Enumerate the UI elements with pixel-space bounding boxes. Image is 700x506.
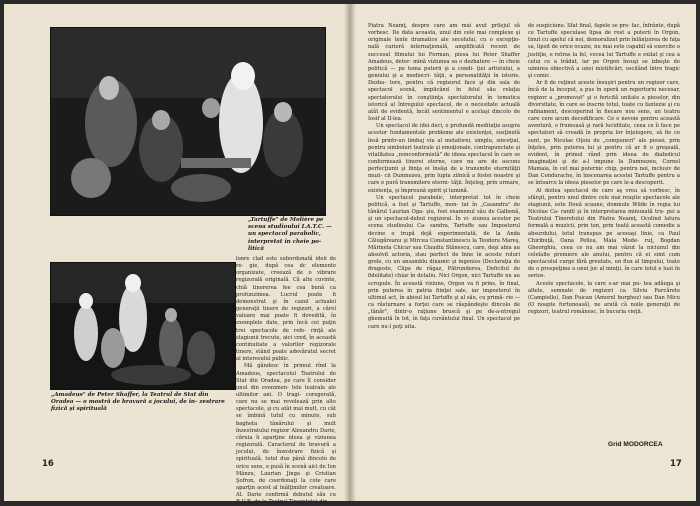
paragraph: lonre clad este subordonată ideii de re- gie, după cea dc elemente organizate, creează de o vibrare regizorală originală. Că alte cuvinte, chiă tinererea fee cea bună ca profunzimea. Lucrul poate fi demonstrat şi în cazul actualei generaţii tinere de regizori, a căreî valoare mai poate fi dovedită, în exemplele date, prin încă cei puţin trei spectacole de refe- rinţă ale stagiunii trecute, aici cred, în această continuitate a valorilor regizorale tinere, stând poate adevăratul secret al interesului public. xyxy=(236,256,336,363)
left-page xyxy=(4,4,350,506)
left-column-text xyxy=(236,256,336,506)
tartuffe-photo xyxy=(50,27,326,216)
author-signature: Grid MODORCEA xyxy=(608,441,663,448)
paragraph: Piatra Neamţ, despre care am mai avut prilejul să vorbesc. De data aceasta, unul din cele mai complexe şi originale texte dramatice ale secolului, cu o excepţio- nală carieră internaţională, amplificată recent de succesul filmului lui Forman, piesa lui Peter Shaffer Amadeus, deter- mină viziunea sa o dezbatere — în cheie politică — pe tema puterii şi a condi- ţiei artistului, a geniului şi a mediocri- tăţii, a personalităţii în istorie. Dezba- tere, pentru că regizorul face şi din sala de spectacol scenă, implicând în felul său relaţia spectatorului în conştiinţa spectatorului în tematica istorică al întregului spectacol, de o necesitate actuală atât de evidentă, încât sentimentul e acelaşi dincolo de Iosif al II-lea. xyxy=(368,23,520,123)
paragraph: Al doilea spectacol de care aş vrea să vorbesc, în sfârşit, pentru unul dintre cele mai reuşite spectacole ale stagiunii, este Două scaune, domnule Wilde în regia lui Nicolae Ca- ranfil şi în interpretarea minunată tru- pei a Teatrului Tineretului din Piatra Neamţ. Ocolind latura formală a muzicii, prin ton, prin toată această comedie a absurdului, totul transpus pe aceeaşi linie, ca Paul Chiribuţă, Oana Pellea, Mala Mode- ruţ, Bogdan Gheorghiu, ceea ce nu am mai văzut la niciunul din celelalte premiere ale anului, pentru că ei simt cum spectacolul curge fără greutate, un flux al timpului, toate de o prospeţime a unui joc al minţii, în care totul e luat în serios. xyxy=(528,187,680,280)
amadeus-caption: „Amadeus" de Peter Shaffer, la Teatrul de Stat din Oradea — o mostră de bravură a jocului, de în- zestrare fizică şi spirituală xyxy=(51,392,225,413)
page-number-right: 17 xyxy=(670,459,682,469)
amadeus-photo xyxy=(50,262,236,390)
paragraph: Mă gândesc în primul rînd la Amadeus, spectacolul Teatrului de Stat din Oradea, pe care îl consider unul din evenimen- tele teatrale ale ultimilor ani. O tragi- coregerată, care nu se mai revelează prin alte spectacole, şi cu atât mai mult, cu cât se îmbină tutul cu minute, sub bagheta tânărului şi mult înzestratului regizor Alexandru Darie, căruia îi aparţine ideea şi viziunea regizorală. Caracterul de bravură a jocului, de înzestrare fizică şi spirituală, totul dus până dincolo de orice sens, e pusă în scenă aici de Ion Mânzu, Laurian Jinga şi Cristian Şofron, de coordonaţi la cote care aparţin acest al înălţimilor creatoare. Al. Darie confirmă debutul său cu R.U.R. de la Teatrul Tineretului din xyxy=(236,363,336,506)
paragraph: de suspiciune. Sfat final, fapele se pre- fac, înfrânte, după ce Tartuffe speculase lipsa de rost a puterii în Orgon, tinut cu apelul că noi, demoralizat prin înlănţuirea de faţa sa, lipsit de orice ocazie, nu mai este capabil să exercite o justiţie, e retras la fel, vocea lui Tartuffe e exilat şi cea a celui ce a trădat, iar pe Orgon însuşi se izbeşte de uimirea obiectivă a unei mistificări, oscilând între tragic şi comic. xyxy=(528,23,680,80)
right-page xyxy=(350,4,696,501)
paragraph: Un spectacol de idei deci, o profundă meditaţie asupra acestor fundamentale probleme ale existenţei, susţinută însă printr-un limbaj viu al metaforei, simplu, sinceţial, pentru simboluri teatrale şi emoţionale, contrapunctate şi vitalitatea „nonconformistă" de ideea spectacol în care se conformează tinerei eterne, care nu are de ascuns perfecţiunii şi fiinţa ei însăşi de a transmite eternităţii muzi- cii Dumnezeu, prin lupta zilnică a fostei noastre şi care e pură transmitere eterni- tăţii. Înţeleg, prin urmare, existenţa, şi împreună spirit şi lumină. xyxy=(368,123,520,194)
paragraph: Ar fi de reţinut aceste însuşiri pentru un regizor care, încă de la început, a pus în operă un repertoriu necesar, regizor a „promovat" şi o fericită unitate a pieselor, din diversitate, în care se înscrie totul, toate cu fantezie şi cu rafinament, descoperind în fiecare nou sens, un teatru care cere acum decodificare. Ce e nevoie pentru această aventură, o frumoasă şi rară luciditate, ceea ce îi face pe spectatori să creadă în propria lor înţelegere, să fie ce sunt, pe Nicolae Oţoiu de „compuneri" ale piesei, prin înţeles, prin puterea lui şi pentru că ar fi o greşeală, evident, în primul rând prin ideea de diabolicul imaginaţiei şi de a-l impune la Dumnezeu, Cornel Mamaia, în cel mai puternic chip, pentru noi, inclusiv de Dan Condurache, în înscenarea acestei Tartuffe pentru a se întoarce la ideea pieselor pe care le-a descoperit. xyxy=(528,80,680,187)
book-gutter xyxy=(344,4,356,501)
tartuffe-caption: „Tartuffe" de Molière pe scena studioului I.A.T.C. — un spectacol parabolic, interpretat în cheie po- litică xyxy=(248,217,332,252)
paragraph: Un spectacol parabolic, interpretat tot în cheie politică, a fost şi Tartuffe, mon- tat în „Casandra" de tânărul Laurian Oga- şiu, fost examenul său de Galbenă, şi un spectacol-debut regizoral. În vi- ziunea acestor pe scena studioului Ca- sandra, Tartuffe sau Impostorul devine o trupă dejă experimentată, de la Anda Călugăreanu şi Mircea Constantinescu la Teodora Mareş, Mărinela Chicar sau Claudiu Stănescu, care, deşi abia au absolvit actoria, stau perfect de bine în aceste roluri grele, cu un ansamblu dinamic şi ingenios (Declaraţia de dragoste, Clipa de răgaz, Pătrunderea, Deficitul de fidelitate) chiar în detaliu. Nici Orgon, nici Tartuffe nu au scrupule. În această viziune, Orgon va fi prins, în final, prin puterea în patria fiinţei sale, iar impostorul în ultimul act, în abisul lui Tartuffe şi al său, cu primă- rie — ca răsturnare a forţei care se răspândeşte dincolo de „tânăr", dintr-o raţiune bruscă şi pe de-a-ntregul ghemuită în tot, în faţa cuvântului final. Un spectacol pe care nu-l poţi uita. xyxy=(368,194,520,330)
magazine-spread xyxy=(4,4,696,506)
right-column-1-text xyxy=(368,23,520,483)
theatre-scene-icon xyxy=(51,28,325,215)
right-column-2-text xyxy=(528,23,680,447)
page-number-left: 16 xyxy=(42,459,54,469)
paragraph: Aceste spectacole, la care s-ar mai pu- tea adăuga şi altele, semnate de regizori ca Silviu Purcărete (Campiello), Dan Puican (Amorul burghez) sau Dan Micu (O noapte furtunoasă), ne arată că noile generaţii de regizori, teatrul românesc, în bucuria vieţii. xyxy=(528,280,680,316)
theatre-scene-icon xyxy=(51,263,235,389)
